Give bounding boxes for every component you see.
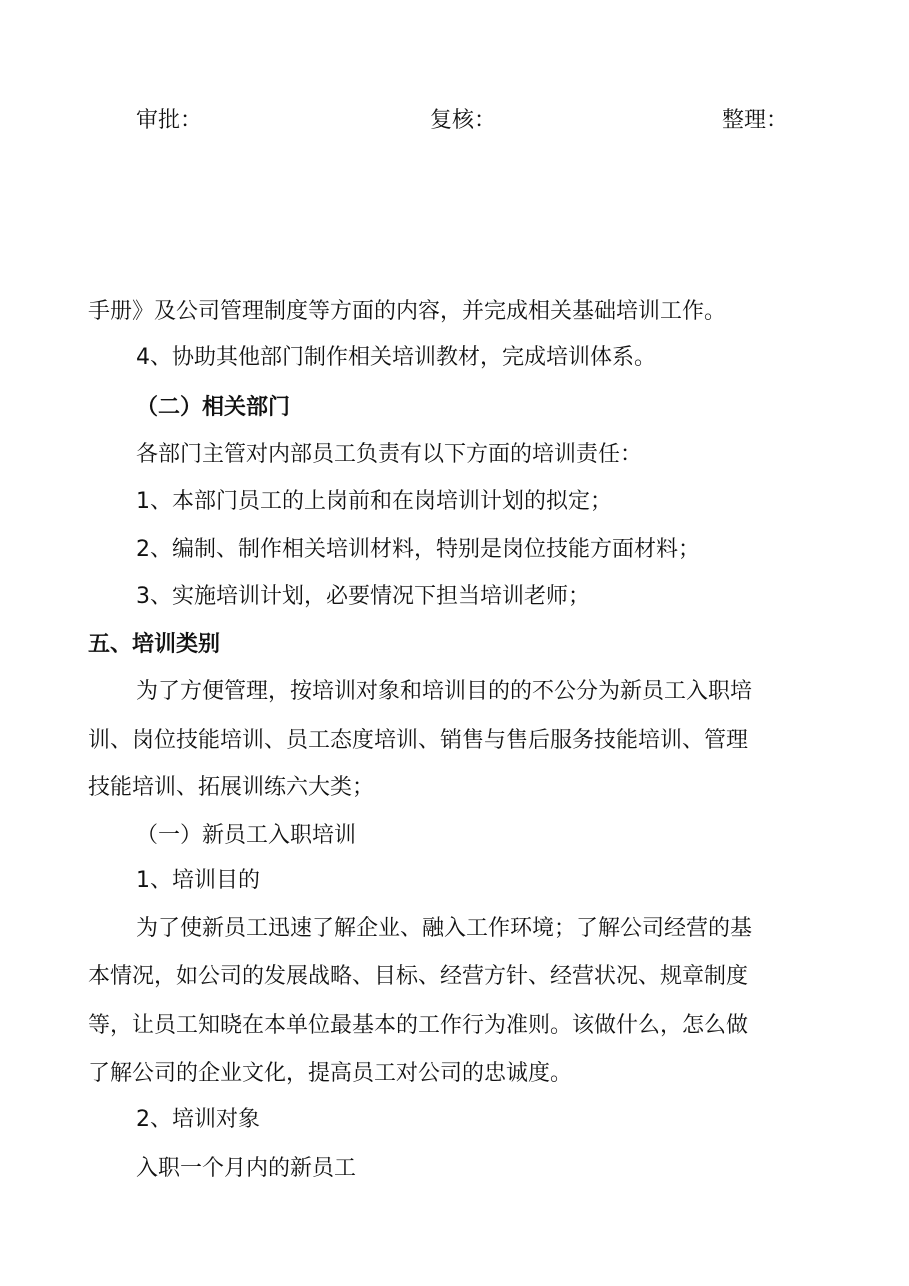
paragraph-line: 了解公司的企业文化，提高员工对公司的忠诚度。 [88, 1061, 573, 1086]
list-item: 1、培训目的 [136, 868, 260, 893]
list-item: 2、编制、制作相关培训材料，特别是岗位技能方面材料； [136, 537, 700, 562]
paragraph-line: 手册》及公司管理制度等方面的内容，并完成相关基础培训工作。 [88, 299, 727, 324]
chapter-heading: 五、培训类别 [88, 632, 221, 657]
paragraph-line: 为了方便管理，按培训对象和培训目的的不公分为新员工入职培 [136, 679, 753, 704]
list-item: 4、协助其他部门制作相关培训教材，完成培训体系。 [136, 345, 656, 370]
paragraph-line: 技能培训、拓展训练六大类； [88, 775, 375, 800]
organize-label: 整理： [722, 108, 789, 133]
paragraph-line: 本情况，如公司的发展战略、目标、经营方针、经营状况、规章制度 [88, 964, 749, 989]
subsection-heading: （一）新员工入职培训 [136, 823, 357, 848]
section-heading: （二）相关部门 [136, 395, 291, 420]
list-item: 3、实施培训计划，必要情况下担当培训老师； [136, 584, 590, 609]
paragraph-line: 训、岗位技能培训、员工态度培训、销售与售后服务技能培训、管理 [88, 728, 749, 753]
list-item: 1、本部门员工的上岗前和在岗培训计划的拟定； [136, 489, 612, 514]
approve-label: 审批： [136, 108, 203, 133]
paragraph-line: 为了使新员工迅速了解企业、融入工作环境；了解公司经营的基 [136, 916, 753, 941]
paragraph-line: 入职一个月内的新员工 [136, 1156, 357, 1181]
paragraph-line: 各部门主管对内部员工负责有以下方面的培训责任： [136, 442, 643, 467]
paragraph-line: 等，让员工知晓在本单位最基本的工作行为准则。该做什么，怎么做 [88, 1013, 749, 1038]
list-item: 2、培训对象 [136, 1107, 260, 1132]
review-label: 复核： [430, 108, 497, 133]
